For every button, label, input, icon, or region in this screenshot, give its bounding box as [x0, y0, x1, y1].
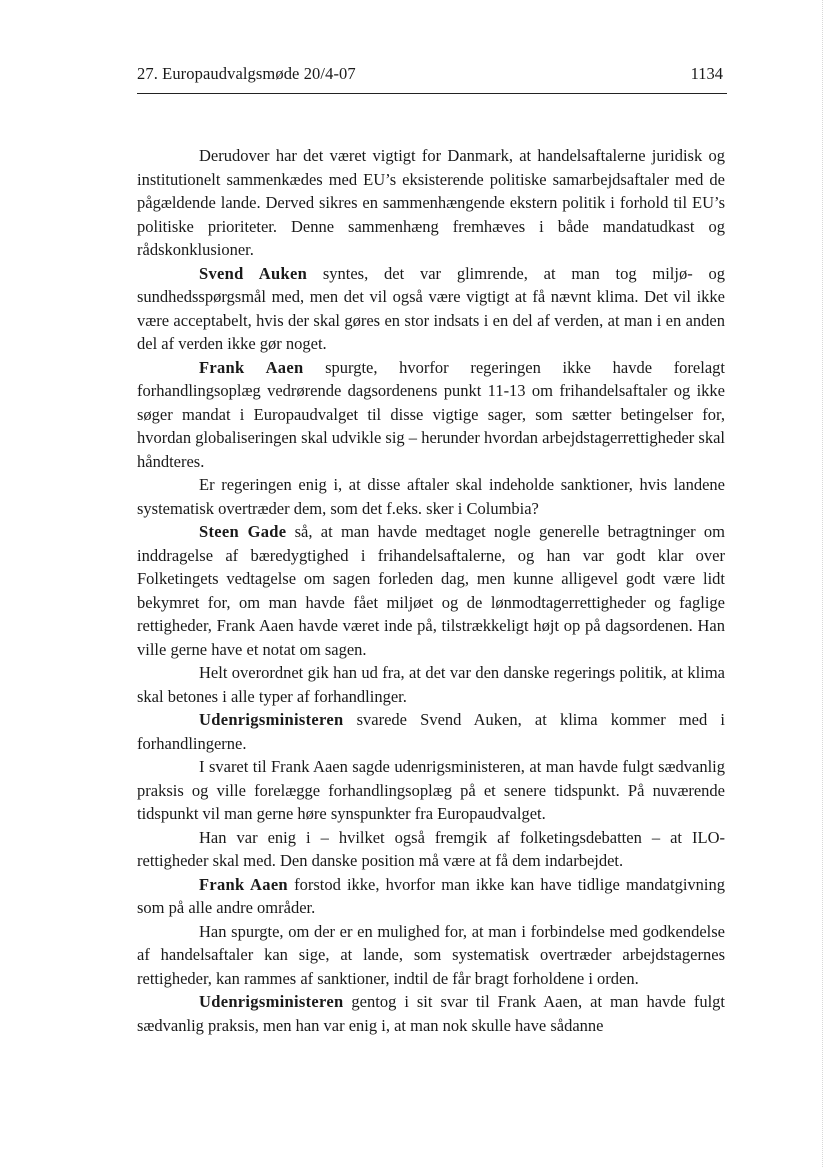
paragraph [137, 356, 725, 474]
paragraph-text: Helt overordnet gik han ud fra, at det var den danske regerings politik, at klima skal betones i alle typer af forhandlinger. [137, 663, 725, 706]
paragraph-text: Han var enig i – hvilket også fremgik af folketingsdebatten – at ILO-rettigheder skal med. Den danske position må være at få dem indarbejdet. [137, 827, 725, 870]
paragraph [137, 755, 725, 826]
header-divider [137, 93, 727, 94]
paragraph-text: Derudover har det været vigtigt for Danmark, at handelsaftalerne juridisk og institutionelt sammenkædes med EU’s eksisterende politiske samarbejdsaftaler med de pågældende lande. Derved sikres en sammenhængende ekstern politik i forhold til EU’s politiske prioriteter. Denne sammenhæng fremhæves i både mandatudkast og rådskonklusioner. [137, 146, 725, 259]
paragraph [137, 990, 725, 1037]
paragraph-text: Han spurgte, om der er en mulighed for, at man i forbindelse med godkendelse af handelsaftaler kan sige, at lande, som systematisk overtræder arbejdstagernes rettigheder, kan rammes af sanktioner, indtil de får bragt forholdene i orden. [137, 921, 725, 988]
paragraph-text: så, at man havde medtaget nogle generelle betragtninger om inddragelse af bæredygtighed i frihandelsaftalerne, og han var godt klar over Folketingets vedtagelse om sagen forleden dag, men kunne alligevel godt være lidt bekymret for, om man havde fået miljøet og de lønmodtagerrettigheder og faglige rettigheder, Frank Aaen havde været inde på, tilstrækkeligt højt op på dagsordenen. Han ville gerne have et notat om sagen. [137, 522, 725, 659]
speaker-name: Frank Aaen [199, 357, 304, 377]
speaker-name: Udenrigsministeren [199, 992, 344, 1011]
speaker-name: Svend Auken [199, 263, 308, 283]
paragraph [137, 661, 725, 708]
page-number: 1134 [690, 64, 723, 83]
paragraph-text: spurgte, hvorfor regeringen ikke havde forelagt forhandlingsoplæg vedrørende dagsordenens punkt 11-13 om frihandelsaftaler og ikke søger mandat i Europaudvalget til disse vigtige sager, som sætter betingelser for, hvordan globaliseringen skal udvikle sig – herunder hvordan arbejdstagerrettigheder skal håndteres. [137, 357, 725, 471]
paragraph-text: forstod ikke, hvorfor man ikke kan have tidlige mandatgivning som på alle andre områder. [137, 874, 725, 917]
paragraph [137, 473, 725, 520]
running-header [137, 64, 727, 88]
paragraph [137, 144, 725, 262]
paragraph-text: gentog i sit svar til Frank Aaen, at man havde fulgt sædvanlig praksis, men han var enig i, at man nok skulle have sådanne [137, 992, 725, 1035]
speaker-name: Frank Aaen [199, 874, 288, 894]
speaker-name: Udenrigsministeren [199, 710, 344, 729]
paragraph [137, 262, 725, 356]
paragraph [137, 826, 725, 873]
meeting-title: 27. Europaudvalgsmøde 20/4-07 [137, 64, 356, 83]
paragraph-text: I svaret til Frank Aaen sagde udenrigsministeren, at man havde fulgt sædvanlig praksis og ville forelægge forhandlingsoplæg på et senere tidspunkt. På nuværende tidspunkt vil man gerne høre synspunkter fra Europaudvalget. [137, 757, 725, 823]
paragraph-text: syntes, det var glimrende, at man tog miljø- og sundhedsspørgsmål med, men det vil også være vigtigt at få nævnt klima. Det vil ikke være acceptabelt, hvis der skal gøres en stor indsats i en del af verden, at man i en anden del af verden ikke gør noget. [137, 263, 726, 353]
paragraph [137, 873, 725, 920]
body-text [137, 144, 725, 1037]
paragraph [137, 920, 725, 991]
paragraph [137, 708, 725, 755]
paragraph-text: Er regeringen enig i, at disse aftaler skal indeholde sanktioner, hvis landene systematisk overtræder dem, som det f.eks. sker i Columbia? [137, 475, 725, 518]
scan-edge-artifact [821, 0, 823, 1167]
paragraph [137, 520, 725, 661]
speaker-name: Steen Gade [199, 522, 287, 541]
paragraph-text: svarede Svend Auken, at klima kommer med i forhandlingerne. [137, 710, 725, 753]
